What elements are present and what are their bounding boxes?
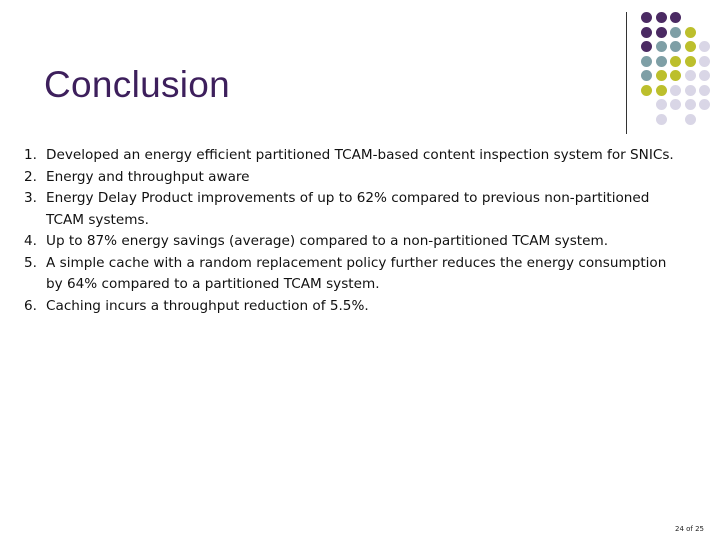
decorative-dot xyxy=(670,27,681,38)
list-number: 1. xyxy=(24,147,37,163)
decorative-dot xyxy=(699,70,710,81)
decorative-dot xyxy=(656,12,667,23)
decorative-dot xyxy=(656,114,667,125)
decorative-dot xyxy=(670,56,681,67)
decorative-dot xyxy=(656,85,667,96)
decorative-dot xyxy=(685,27,696,38)
list-item xyxy=(18,188,678,231)
list-text: Energy and throughput aware xyxy=(46,168,250,185)
list-item xyxy=(18,167,678,189)
decorative-dot xyxy=(641,70,652,81)
list-text: A simple cache with a random replacement policy further reduces the energy consumption by 64% compared to a partitioned TCAM system. xyxy=(46,254,667,292)
decorative-dot xyxy=(699,41,710,52)
decorative-dot xyxy=(641,56,652,67)
decorative-dot xyxy=(641,41,652,52)
list-item xyxy=(18,296,678,318)
list-number: 3. xyxy=(24,190,37,206)
list-item xyxy=(18,145,678,167)
decorative-dot xyxy=(670,85,681,96)
decorative-dot xyxy=(685,99,696,110)
decorative-dot xyxy=(656,70,667,81)
decorative-dot xyxy=(685,85,696,96)
decorative-dot xyxy=(670,41,681,52)
list-number: 6. xyxy=(24,297,37,314)
list-number: 2. xyxy=(24,168,37,185)
list-item xyxy=(18,253,678,296)
conclusion-list xyxy=(18,145,678,317)
list-text: Developed an energy efficient partitioned TCAM-based content inspection system for SNICs. xyxy=(46,147,674,163)
decorative-dot xyxy=(656,41,667,52)
list-text: Caching incurs a throughput reduction of 5.5%. xyxy=(46,297,369,314)
decorative-dot xyxy=(685,70,696,81)
decorative-dot xyxy=(685,114,696,125)
list-number: 4. xyxy=(24,233,37,249)
header-divider-line xyxy=(626,12,627,134)
slide-title: Conclusion xyxy=(44,64,231,105)
decorative-dot xyxy=(670,12,681,23)
decorative-dot xyxy=(699,85,710,96)
list-item xyxy=(18,231,678,253)
decorative-dot xyxy=(670,99,681,110)
decorative-dot xyxy=(699,99,710,110)
decorative-dot xyxy=(656,56,667,67)
decorative-dot xyxy=(641,12,652,23)
page-number: 24 of 25 xyxy=(674,525,704,533)
list-text: Energy Delay Product improvements of up to 62% compared to previous non-partitioned TCAM systems. xyxy=(46,190,650,228)
list-text: Up to 87% energy savings (average) compared to a non-partitioned TCAM system. xyxy=(46,233,609,249)
decorative-dot xyxy=(641,85,652,96)
decorative-dot xyxy=(656,27,667,38)
decorative-dot xyxy=(670,70,681,81)
decorative-dot xyxy=(656,99,667,110)
decorative-dot xyxy=(641,27,652,38)
decorative-dot xyxy=(699,56,710,67)
list-number: 5. xyxy=(24,254,37,271)
decorative-dot xyxy=(685,56,696,67)
decorative-dot xyxy=(685,41,696,52)
